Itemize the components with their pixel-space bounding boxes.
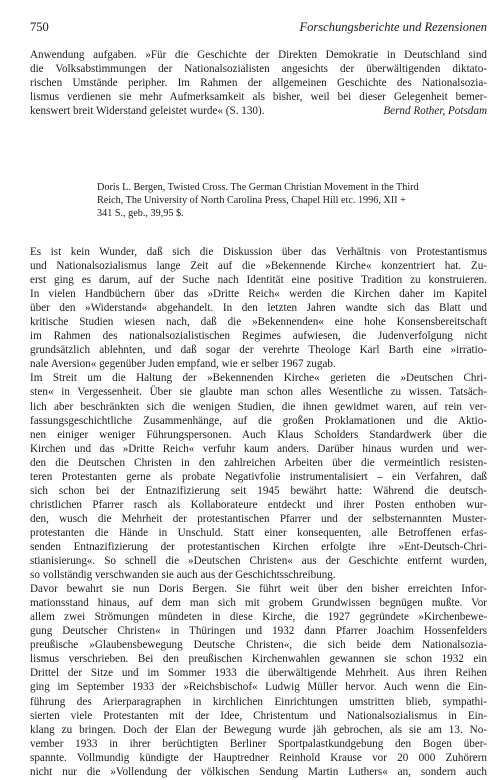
text-line: sich schon bei der Entnazifizierung seit 1945 bewährt hatte: Während die deutsch- xyxy=(30,484,487,497)
text-line: nen einiger weniger Führungspersonen. Auch Klaus Scholders Standardwerk über die xyxy=(30,428,487,441)
text-line: die Volksabstimmungen der Nationalsozialisten angesichts der überwältigenden diktato- xyxy=(30,63,487,76)
text-line: Kirchen und das »Dritte Reich« verfuhr kaum anders. Darüber hinaus wurden und wer- xyxy=(30,442,487,455)
text-line: Drittel der Sitze und im Sommer 1933 die überwältigende Mehrheit. Aus ihren Reihen xyxy=(30,667,487,680)
text-line: vember 1933 in ihrer berüchtigten Berliner Sportpalastkundgebung den Bogen über- xyxy=(30,737,487,750)
bibliographic-entry xyxy=(97,181,487,221)
text-line: erst ging es darum, auf der Suche nach Identität eine positive Tradition zu konstruieren. xyxy=(30,274,487,287)
text-line: Im Streit um die Haltung der »Bekennenden Kirche« gerieten die »Deutschen Chri- xyxy=(30,372,487,385)
biblio-line: Doris L. Bergen, Twisted Cross. The German Christian Movement in the Third xyxy=(97,182,419,193)
text-line: den, wusch die Mehrheit der protestantischen Pfarrer und der selbsternannten Muster- xyxy=(30,512,487,525)
text-line: rischen Umstände peripher. Im Rahmen der allgemeinen Geschichte des Nationalsozia- xyxy=(30,77,487,90)
signature-line xyxy=(30,104,487,118)
text-line: und Nationalsozialismus lange Zeit auf die »Bekennende Kirche« konzentriert hat. Zu- xyxy=(30,260,487,273)
review-body xyxy=(30,245,487,779)
text-line: preußische »Glaubensbewegung Deutsche Christen«, die sich beide dem Nationalsozia- xyxy=(30,639,487,652)
text-line: den die Deutschen Christen in den zahlreichen Arbeiten über die vermeintlich resisten- xyxy=(30,456,487,469)
text-line: christlichen Pfarrer rasch als Kollaborateure entdeckt und ihrer Posten enthoben wur- xyxy=(30,498,487,511)
text-line: lich aber beschränkten sich die wenigen Studien, die ihnen gewidmet waren, auf rein ver- xyxy=(30,400,487,413)
text-line: In vielen Handbüchern über das »Dritte Reich« werden die Kirchen daher im Kapitel xyxy=(30,288,487,301)
text-line: Es ist kein Wunder, daß sich die Diskussion über das Verhältnis von Protestantismus xyxy=(30,246,487,258)
text-line: fassungsgeschichtliche Zusammenhänge, auf die großen Proklamationen und die Aktio- xyxy=(30,414,487,427)
biblio-line: Reich, The University of North Carolina Press, Chapel Hill etc. 1996, XII + xyxy=(97,195,406,207)
text-line: protestanten die Hände in Unschuld. Statt einer konsequenten, alle Betroffenen erfas- xyxy=(30,526,487,539)
page-header xyxy=(30,20,487,36)
text-line: sierten viele Protestanten mit der Idee, Christentum und Nationalsozialismus in Ein- xyxy=(30,709,487,722)
previous-review-ending xyxy=(30,48,487,118)
text-line: kenswert breit Widerstand geleistet wurde« (S. 130). xyxy=(30,105,265,118)
text-line: gung Deutscher Christen« in Thüringen und 1932 dann Pfarrer Joachim Hossenfelders xyxy=(30,625,487,638)
text-line: ging im September 1933 der »Reichsbischof« Ludwig Müller hervor. Auch wenn die Ein- xyxy=(30,681,487,694)
page-number: 750 xyxy=(30,20,49,34)
text-line: senden Entnazifizierung der protestantischen Kirchen erfolgte ihre »Ent-Deutsch-Chri- xyxy=(30,540,487,553)
text-line: nicht nur die »Vollendung der völkischen Sendung Martin Luthers« an, sondern auch xyxy=(30,765,487,778)
reviewer-signature: Bernd Rother, Potsdam xyxy=(383,105,487,118)
text-line: lismus verdienen sie mehr Aufmerksamkeit als bisher, weil bei dieser Gelegenheit bemer- xyxy=(30,91,487,104)
text-line: kritische Studien wiesen nach, daß die »Bekennenden« eine hohe Konsensbereitschaft xyxy=(30,316,487,329)
text-line: sten« in Vergessenheit. Über sie glaubte man schon alles Wesentliche zu wissen. Tatsäch- xyxy=(30,386,487,399)
text-line: klang zu bringen. Doch der Elan der Bewegung wurde jäh gebrochen, als sie am 13. No- xyxy=(30,723,487,736)
text-line: nale Aversion« gegenüber Juden empfand, wie er selber 1967 zugab. xyxy=(30,358,336,371)
biblio-line: 341 S., geb., 39,95 $. xyxy=(97,208,184,220)
text-line: führung des Arierparagraphen in kirchlichen Einrichtungen umstritten blieb, sympathi- xyxy=(30,695,487,708)
text-line: über den »Widerstand« abgehandelt. In den letzten Jahren wandte sich das Blatt und xyxy=(30,302,487,315)
text-line: allem zwei Strömungen mündeten in diese Kirche, die 1927 gegründete »Kirchenbewe- xyxy=(30,611,487,624)
text-line: im Rahmen des nationalsozialistischen Regimes aufwiesen, die Judenverfolgung nicht xyxy=(30,330,487,343)
text-line: teren Protestanten gerne als probate Negativfolie instrumentalisiert – ein Verfahren, daß xyxy=(30,470,487,483)
text-line: lismus verschrieben. Bei den preußischen Kirchenwahlen gewannen sie schon 1932 ein xyxy=(30,653,487,666)
text-line: Anwendung aufgaben. »Für die Geschichte der Direkten Demokratie in Deutschland sind xyxy=(30,49,487,61)
text-line: grundsätzlich ablehnten, und daß sogar der verehrte Theologe Karl Barth eine »irratio- xyxy=(30,344,487,357)
text-line: spannte. Vollmundig kündigte der Hauptredner Reinhold Krause vor 20 000 Zuhörern xyxy=(30,751,487,764)
text-line: so vollständig verschwanden sie auch aus der Geschichtsschreibung. xyxy=(30,569,336,582)
text-line: stianisierung«. So schnell die »Deutschen Christen« aus der Geschichte entfernt wurden, xyxy=(30,555,487,568)
text-line: Davor bewahrt sie nun Doris Bergen. Sie führt weit über den bisher erreichten Infor- xyxy=(30,583,487,596)
text-line: mationsstand hinaus, auf dem man sich mit grobem Grundwissen begnügen mußte. Vor xyxy=(30,597,487,610)
running-title: Forschungsberichte und Rezensionen xyxy=(299,20,487,34)
